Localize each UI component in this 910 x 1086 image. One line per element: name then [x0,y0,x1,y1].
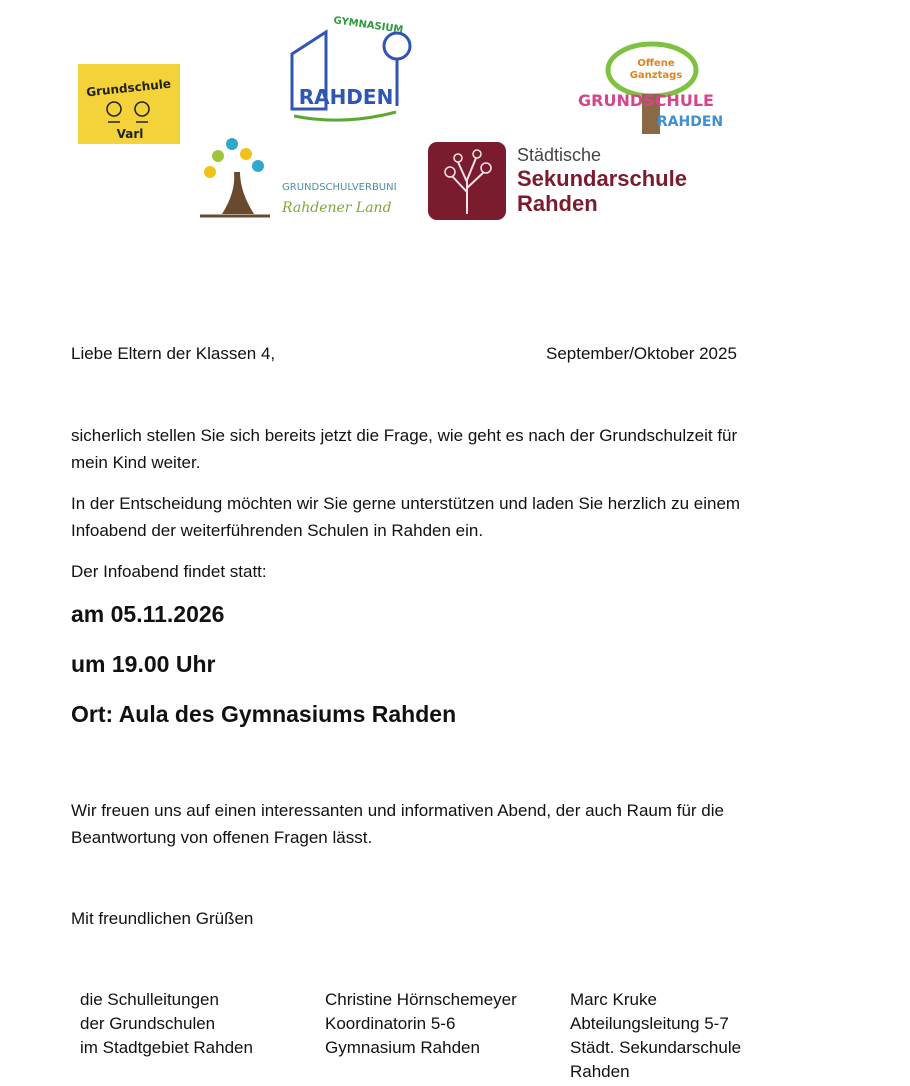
signature-line: Marc Kruke [570,990,657,1009]
child-face-icon [135,102,149,116]
greeting: Liebe Eltern der Klassen 4, [71,344,276,363]
ogs-line4: RAHDEN [656,114,724,130]
flower-icon [454,154,462,162]
leaf-icon [226,138,238,150]
paragraph-2-line-2: Infoabend der weiterführenden Schulen in Rahden ein. [71,521,484,540]
grundschule-varl-emblem [78,64,180,144]
swoosh-icon [294,112,396,120]
signature-line: Abteilungsleitung 5-7 [570,1014,729,1033]
logo-grundschule-varl [78,64,180,144]
sek-line3: Rahden [517,191,598,216]
leaf-icon [240,148,252,160]
ogs-line1: Offene [637,58,675,69]
closing-line-1: Wir freuen uns auf einen interessanten und informativen Abend, der auch Raum für die [71,801,724,820]
tree-icon [384,33,410,59]
ogs-line3: GRUNDSCHULE [578,91,714,110]
branch-icon [452,158,484,214]
closing-line-2: Beantwortung von offenen Fragen lässt. [71,828,373,847]
letter-date: September/Oktober 2025 [546,344,737,363]
paragraph-2-line-1: In der Entscheidung möchten wir Sie gerne unterstützen und laden Sie herzlich zu einem [71,494,741,513]
event-time: um 19.00 Uhr [71,651,216,677]
regards: Mit freundlichen Grüßen [71,909,254,928]
logo-sekundarschule-text [517,144,707,218]
leaf-icon [212,150,224,162]
flower-icon [445,167,455,177]
event-place: Ort: Aula des Gymnasiums Rahden [71,701,457,727]
leaf-icon [204,166,216,178]
signature-line: Städt. Sekundarschule [570,1038,742,1057]
blossom-tree-icon [428,142,506,220]
gym-main-text: RAHDEN [298,85,394,109]
logo-sekundarschule-icon [428,142,506,220]
child-face-icon [107,102,121,116]
event-date: am 05.11.2026 [71,601,225,627]
signature-line: Koordinatorin 5-6 [325,1014,456,1033]
signature-line: Rahden [570,1062,630,1081]
logo-ogs-grundschule-rahden [576,40,732,136]
signature-line: Christine Hörnschemeyer [325,990,517,1009]
paragraph-1-line-1: sicherlich stellen Sie sich bereits jetzt die Frage, wie geht es nach der Grundschulzeit für [71,426,738,445]
gsv-line2: Rahdener Land [282,200,392,216]
signature-block-sekundarschule [570,988,741,1084]
paragraph-1-line-2: mein Kind weiter. [71,453,201,472]
sek-line2: Sekundarschule [517,166,687,191]
varl-line2: Varl [116,127,144,141]
gymnasium-emblem [284,14,420,124]
tree-trunk-icon [222,172,254,214]
signature-line: der Grundschulen [80,1014,216,1033]
varl-line1: Grundschule [85,76,172,100]
signature-line: Gymnasium Rahden [325,1038,480,1057]
paragraph-3: Der Infoabend findet statt: [71,562,267,581]
signature-line: die Schulleitungen [80,990,219,1009]
sek-line1: Städtische [517,145,602,165]
leaf-icon [252,160,264,172]
signature-block-gymnasium [325,988,517,1060]
logo-gymnasium-rahden [284,14,420,124]
flower-icon [481,163,491,173]
ogs-emblem [576,40,732,136]
logo-grundschulverbund [196,132,396,222]
ogs-line2: Ganztags [629,70,683,81]
signature-line: im Stadtgebiet Rahden [80,1038,253,1057]
signature-block-grundschulen [80,988,253,1060]
gym-top-text: GYMNASIUM [332,15,404,36]
grundschulverbund-emblem [196,132,396,222]
flower-icon [473,150,481,158]
gsv-line1: GRUNDSCHULVERBUND [282,182,396,193]
